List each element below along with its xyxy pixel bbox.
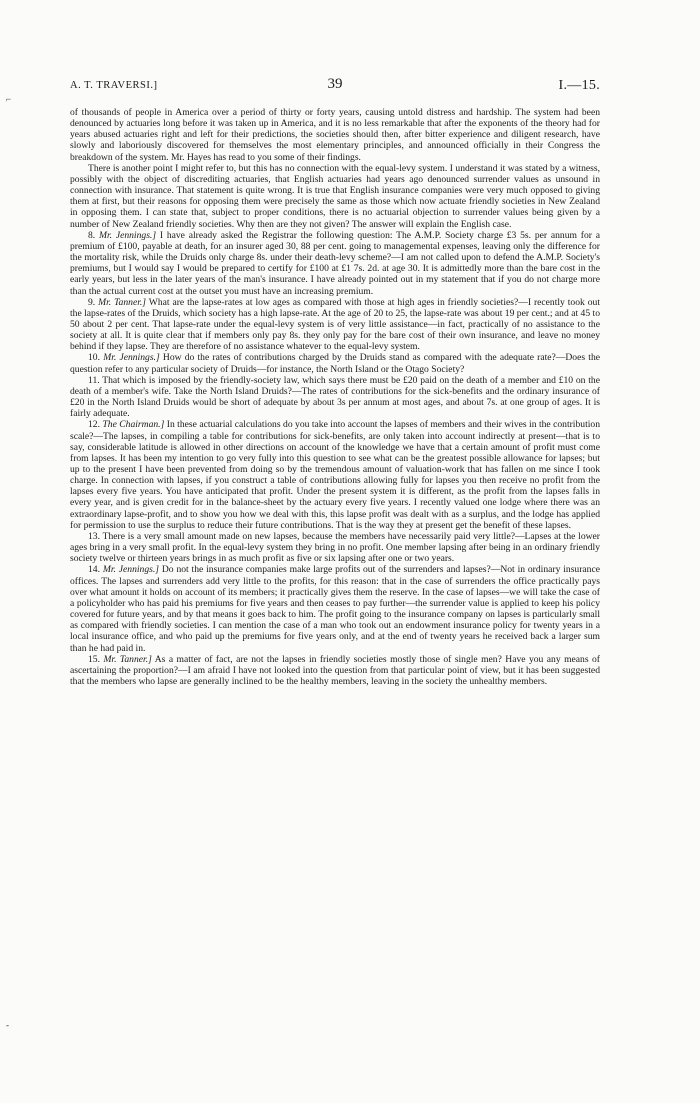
- question-number: 14.: [88, 564, 100, 576]
- question-number: 15.: [88, 653, 100, 665]
- paragraph-text: Do not the insurance companies make large profits out of the surrenders and lapses?—Not in ordinary insurance offices. The lapses and surrenders add very little to the profits, for this reason: that in the case of surrenders the office practically pays over what amount it holds on account of its members; it practically gives them the reserve. In the case of lapses—we will take the case of a policyholder who has paid his premiums for five years and then ceases to pay further—the surrender value is applied to keep his policy covered for future years, and by that means it goes back to him. The profit going to the insurance company on lapses is particularly small as compared with friendly societies. I can mention the case of a man who took out an endowment insurance policy for twenty years in a local insurance office, and who paid up the premiums for five years only, and at the end of twenty years he received back a larger sum than he had paid in.: [70, 564, 600, 654]
- document-reference: I.—15.: [558, 78, 600, 93]
- header-author: A. T. TRAVERSI.]: [70, 80, 158, 91]
- paragraph-text: What are the lapse-rates at low ages as compared with those at high ages in friendly societies?—I recently took out the lapse-rates of the Druids, which society has a high lapse-rate. At the age of 20 to 25, the lapse-rate was about 19 per cent.; and at 45 to 50 about 2 per cent. That lapse-rate under the equal-levy system is of very little assistance—in fact, practically of no assistance to the society at all. It is quite clear that if members only pay 8s. they only pay for the bare cost of their own insurance, and leave no money behind if they lapse. They are therefore of no assistance whatever to the equal-levy system.: [70, 296, 600, 353]
- question-paragraph: [70, 352, 600, 374]
- page-header: [70, 78, 600, 98]
- question-paragraph: [70, 375, 600, 420]
- question-number: 11.: [88, 374, 100, 386]
- paragraph-text: How do the rates of contributions charged by the Druids stand as compared with the adequate rate?—Does the question refer to any particular society of Druids—for instance, the North Island or the Otago Society?: [70, 352, 601, 375]
- paragraph-text: of thousands of people in America over a period of thirty or forty years, causing untold distress and hardship. The system had been denounced by actuaries long before it was taken up in America, and it is no less remarkable that after the exponents of the theory had for years abused actuaries right and left for their predictions, the societies should then, after bitter experience and diligent research, have slowly and laboriously discovered for themselves the most elementary principles, and announced officially in their Congress the breakdown of the system. Mr. Hayes has read to you some of their findings.: [70, 107, 600, 163]
- question-number: 12.: [88, 419, 100, 431]
- question-number: 10.: [88, 352, 100, 364]
- speaker: Mr. Tanner.]: [98, 296, 147, 308]
- paragraph: [70, 107, 600, 163]
- question-paragraph: [70, 564, 600, 653]
- paragraph: [70, 163, 600, 230]
- question-paragraph: [70, 419, 600, 531]
- margin-mark: -: [6, 1020, 9, 1030]
- question-paragraph: [70, 531, 600, 564]
- speaker: The Chairman.]: [102, 419, 165, 431]
- speaker: Mr. Tanner.]: [103, 653, 152, 665]
- speaker: Mr. Jennings.]: [102, 564, 160, 576]
- paragraph-text: There is another point I might refer to, but this has no connection with the equal-levy system. I understand it was stated by a witness, possibly with the object of discrediting actuaries, that English actuaries had years ago denounced surrender values as unsound in connection with insurance. That statement is quite wrong. It is true that English insurance companies were very much opposed to giving them at first, but their reasons for opposing them were precisely the same as those which now actuate friendly societies in New Zealand in opposing them. I can state that, subject to proper conditions, there is no actuarial objection to surrender values being given by a number of New Zealand friendly societies. Why then are they not given? The answer will explain the English case.: [70, 162, 600, 230]
- question-paragraph: [70, 230, 600, 297]
- paragraph-text: I have already asked the Registrar the following question: The A.M.P. Society charge £3 5s. per annum for a premium of £100, payable at death, for an insurer aged 30, 88 per cent. going to managemental expenses, leaving only the difference for the mortality risk, while the Druids only charge 8s. under their death-levy scheme?—I am not called upon to defend the A.M.P. Society's premiums, but I would say I would be prepared to certify for £100 at £1 7s. 2d. at age 30. It is admittedly more than the bare cost in the early years, but less in the later years of the man's insurance. I have already pointed out in my statement that if you do not charge more than the actual current cost at the outset you must have an increasing premium.: [70, 229, 600, 297]
- page-number: 39: [327, 76, 343, 92]
- paragraph-text: That which is imposed by the friendly-society law, which says there must be £20 paid on the death of a member and £10 on the death of a member's wife. Take the North Island Druids?—The rates of contributions for the sick-benefits and the ordinary insurance of £20 in the North Island Druids would be short of adequate by about 3s per annum at most ages, and about 7s. at one group of ages. It is fairly adequate.: [70, 374, 600, 420]
- question-paragraph: [70, 297, 600, 353]
- paragraph-text: In these actuarial calculations do you take into account the lapses of members and their wives in the contribution scale?—The lapses, in compiling a table for contributions for sick-benefits, are only taken into account indirectly at present—that is to say, considerable latitude is allowed in other directions on account of the knowledge we have that a certain amount of profit must come from lapses. It has been my intention to go very fully into this question to see what can be the greatest possible allowance for lapses; but up to the present I have been prevented from doing so by the tremendous amount of valuation-work that has fallen on me since I took charge. In connection with lapses, if you construct a table of contributions allowing fully for lapses you then receive no profit from the lapses every five years. You have anticipated that profit. Under the present system it is different, as the profit from the lapses falls in every year, and is given credit for in the balance-sheet by the actuary every five years. I recently valued one lodge where there was an extraordinary lapse-profit, and to show you how we deal with this, this lapse profit was dealt with as a surplus, and the lodge has applied for permission to use the surplus to reduce their future contributions. That is the way they at present get the benefit of these lapses.: [70, 419, 600, 531]
- body-text: [70, 107, 600, 687]
- paragraph-text: There is a very small amount made on new lapses, because the members have necessarily paid very little?—Lapses at the lower ages bring in a very small profit. In the equal-levy system they bring in no profit. One member lapsing after being in an ordinary friendly society twelve or thirteen years brings in as much profit as five or six lapsing after one or two years.: [70, 530, 600, 565]
- question-number: 13.: [88, 530, 100, 542]
- margin-mark: ⌐: [6, 94, 12, 104]
- question-paragraph: [70, 654, 600, 687]
- paragraph-text: As a matter of fact, are not the lapses in friendly societies mostly those of single men? Have you any means of ascertaining the proportion?—I am afraid I have not looked into the question from that particular point of view, but it has been suggested that the members who lapse are generally inclined to be the healthy members, leaving in the society the unhealthy members.: [70, 653, 600, 687]
- speaker: Mr. Jennings.]: [103, 352, 160, 364]
- speaker: Mr. Jennings.]: [98, 229, 157, 241]
- question-number: 8.: [88, 229, 96, 241]
- question-number: 9.: [88, 296, 96, 308]
